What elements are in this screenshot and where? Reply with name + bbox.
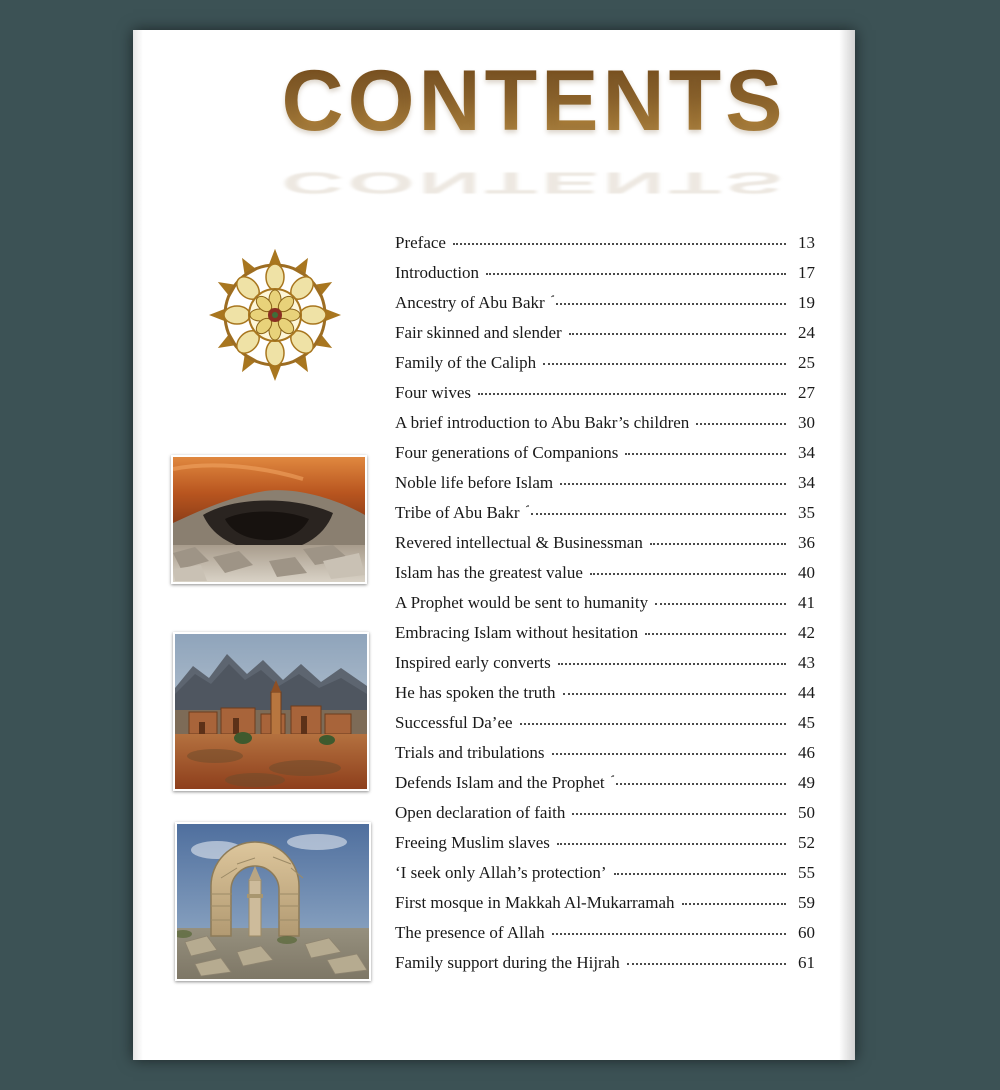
toc-leader-dots <box>552 737 786 755</box>
toc-page-number: 42 <box>798 623 815 642</box>
toc-entry-label: Noble life before Islam <box>395 473 554 492</box>
toc-page-number: 30 <box>798 413 815 432</box>
toc-leader-dots <box>650 527 786 545</box>
toc-entry[interactable] <box>395 948 815 978</box>
toc-entry-label: Preface <box>395 233 446 252</box>
toc-entry[interactable] <box>395 828 815 858</box>
cave-photograph <box>171 455 367 584</box>
toc-page-number: 59 <box>798 893 815 912</box>
toc-entry-label: Family support during the Hijrah <box>395 953 620 972</box>
toc-page-number: 55 <box>798 863 815 882</box>
toc-entry[interactable] <box>395 858 815 888</box>
honorific-symbol-icon <box>549 288 553 318</box>
toc-leader-dots <box>520 707 786 725</box>
toc-page-number: 40 <box>798 563 815 582</box>
toc-entry-label: The presence of Allah <box>395 923 545 942</box>
toc-entry[interactable] <box>395 708 815 738</box>
toc-entry-label: Inspired early converts <box>395 653 551 672</box>
toc-page-number: 49 <box>798 773 815 792</box>
toc-entry[interactable] <box>395 378 815 408</box>
toc-page-number: 36 <box>798 533 815 552</box>
toc-leader-dots <box>531 497 786 515</box>
toc-entry[interactable] <box>395 918 815 948</box>
toc-entry[interactable] <box>395 738 815 768</box>
toc-page-number: 46 <box>798 743 815 762</box>
toc-entry[interactable] <box>395 558 815 588</box>
toc-page-number: 52 <box>798 833 815 852</box>
toc-leader-dots <box>655 587 786 605</box>
toc-page-number: 17 <box>798 263 815 282</box>
toc-entry-label: He has spoken the truth <box>395 683 556 702</box>
toc-entry-label: Fair skinned and slender <box>395 323 562 342</box>
page-title: CONTENTS <box>133 52 895 151</box>
toc-leader-dots <box>543 347 786 365</box>
toc-page-number: 45 <box>798 713 815 732</box>
toc-entry[interactable] <box>395 798 815 828</box>
toc-entry[interactable] <box>395 588 815 618</box>
toc-leader-dots <box>556 287 786 305</box>
toc-entry[interactable] <box>395 618 815 648</box>
toc-entry-label: Open declaration of faith <box>395 803 566 822</box>
stone-arch-ruins-photograph <box>175 822 371 981</box>
toc-entry-label: Freeing Muslim slaves <box>395 833 550 852</box>
toc-entry-label: ‘I seek only Allah’s protection’ <box>395 863 607 882</box>
toc-leader-dots <box>645 617 786 635</box>
toc-entry-label: Islam has the greatest value <box>395 563 583 582</box>
toc-page-number: 61 <box>798 953 815 972</box>
toc-entry-label: A brief introduction to Abu Bakr’s children <box>395 413 690 432</box>
toc-leader-dots <box>552 917 786 935</box>
toc-leader-dots <box>557 827 786 845</box>
toc-leader-dots <box>560 467 786 485</box>
page-gutter-shading <box>133 30 143 1060</box>
book-page <box>133 30 855 1060</box>
toc-leader-dots <box>563 677 786 695</box>
toc-entry-label: A Prophet would be sent to humanity <box>395 593 649 612</box>
toc-entry[interactable] <box>395 528 815 558</box>
toc-entry[interactable] <box>395 888 815 918</box>
toc-entry[interactable] <box>395 468 815 498</box>
toc-entry[interactable] <box>395 288 815 318</box>
toc-leader-dots <box>558 647 786 665</box>
toc-entry[interactable] <box>395 648 815 678</box>
honorific-symbol-icon <box>524 498 528 528</box>
toc-leader-dots <box>572 797 786 815</box>
toc-entry-label: Four wives <box>395 383 472 402</box>
star-medallion-ornament-icon <box>205 245 345 385</box>
toc-page-number: 44 <box>798 683 815 702</box>
toc-entry-label: Ancestry of Abu Bakr <box>395 293 545 312</box>
toc-entry[interactable] <box>395 498 815 528</box>
page-title-reflection: CONTENTS <box>281 166 787 200</box>
toc-page-number: 24 <box>798 323 815 342</box>
toc-page-number: 19 <box>798 293 815 312</box>
toc-leader-dots <box>590 557 786 575</box>
toc-entry-label: Four generations of Companions <box>395 443 619 462</box>
toc-entry-label: Revered intellectual & Businessman <box>395 533 643 552</box>
toc-entry-label: Tribe of Abu Bakr <box>395 503 520 522</box>
toc-leader-dots <box>627 947 786 965</box>
toc-entry[interactable] <box>395 768 815 798</box>
toc-entry[interactable] <box>395 438 815 468</box>
toc-entry-label: Trials and tribulations <box>395 743 545 762</box>
toc-entry[interactable] <box>395 678 815 708</box>
toc-page-number: 60 <box>798 923 815 942</box>
toc-entry[interactable] <box>395 258 815 288</box>
toc-page-number: 13 <box>798 233 815 252</box>
toc-entry-label: Embracing Islam without hesitation <box>395 623 639 642</box>
toc-leader-dots <box>682 887 786 905</box>
toc-entry[interactable] <box>395 228 815 258</box>
toc-entry[interactable] <box>395 408 815 438</box>
toc-page-number: 25 <box>798 353 815 372</box>
toc-page-number: 34 <box>798 443 815 462</box>
toc-entry-label: Introduction <box>395 263 480 282</box>
toc-page-number: 27 <box>798 383 815 402</box>
toc-page-number: 35 <box>798 503 815 522</box>
toc-page-number: 41 <box>798 593 815 612</box>
toc-entry-label: First mosque in Makkah Al-Mukarramah <box>395 893 675 912</box>
toc-page-number: 43 <box>798 653 815 672</box>
toc-leader-dots <box>453 227 786 245</box>
honorific-symbol-icon <box>609 768 613 798</box>
toc-entry[interactable] <box>395 348 815 378</box>
toc-entry[interactable] <box>395 318 815 348</box>
toc-leader-dots <box>625 437 786 455</box>
toc-leader-dots <box>696 407 786 425</box>
toc-leader-dots <box>616 767 786 785</box>
desert-village-photograph <box>173 632 369 791</box>
toc-leader-dots <box>478 377 786 395</box>
toc-page-number: 34 <box>798 473 815 492</box>
page-edge-shading <box>839 30 855 1060</box>
toc-leader-dots <box>486 257 786 275</box>
table-of-contents <box>395 228 815 978</box>
toc-entry-label: Defends Islam and the Prophet <box>395 773 605 792</box>
toc-leader-dots <box>569 317 786 335</box>
toc-entry-label: Family of the Caliph <box>395 353 537 372</box>
toc-entry-label: Successful Da’ee <box>395 713 513 732</box>
toc-page-number: 50 <box>798 803 815 822</box>
toc-leader-dots <box>614 857 786 875</box>
